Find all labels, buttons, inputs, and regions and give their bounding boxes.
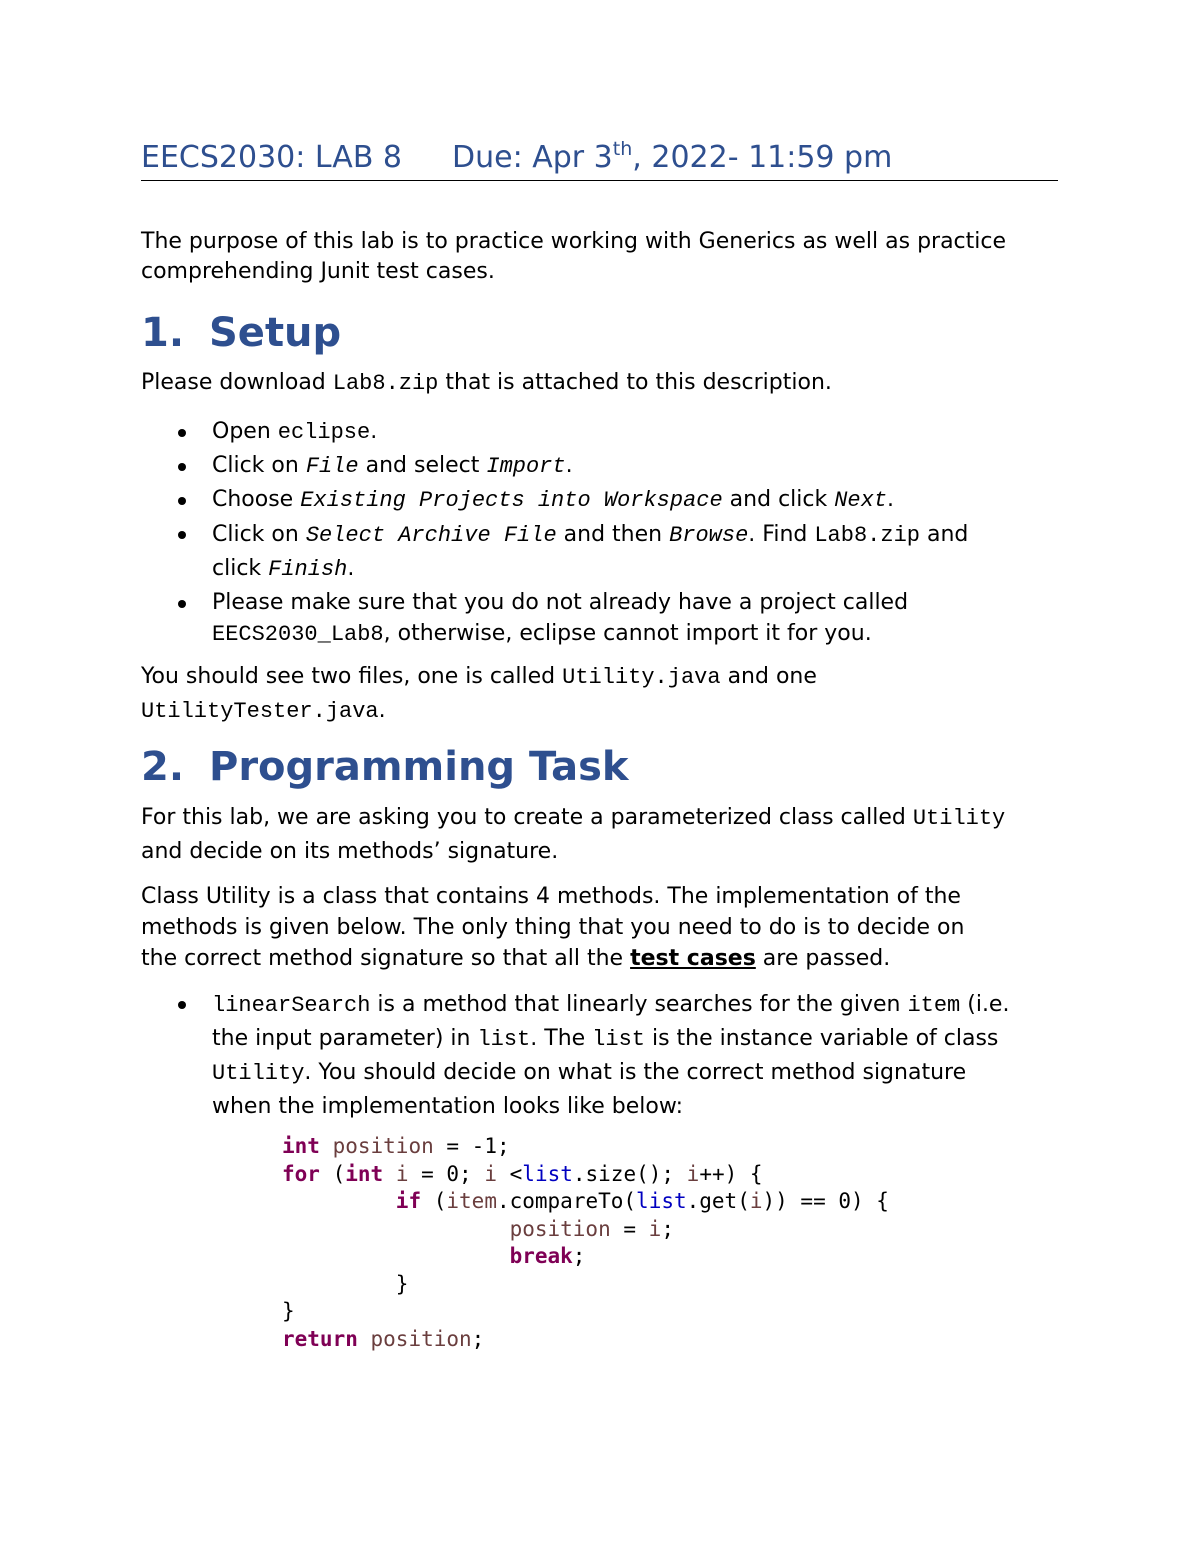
- download-filename: Lab8.zip: [332, 371, 439, 396]
- task-description-paragraph: Class Utility is a class that contains 4 methods. The implementation of the methods is given below. The only thing that you need to do is to decide on the correct method signature so that all the test cases are passed.: [141, 884, 965, 971]
- list-item: Choose Existing Projects into Workspace and click Next.: [141, 484, 1058, 517]
- list-item: Please make sure that you do not already have a project called EECS2030_Lab8, otherwise, eclipse cannot import it for you.: [141, 587, 1058, 650]
- due-date: Due: Apr 3th, 2022- 11:59 pm: [452, 138, 893, 175]
- test-cases-link[interactable]: test cases: [630, 946, 756, 971]
- download-instruction: Please download Lab8.zip that is attached to this description.: [141, 370, 832, 396]
- section-heading-programming-task: 2. Programming Task: [141, 744, 629, 790]
- intro-paragraph: The purpose of this lab is to practice working with Generics as well as practice comprehending Junit test cases.: [141, 229, 1007, 284]
- list-item: Click on Select Archive File and then Browse. Find Lab8.zip and click Finish.: [141, 518, 1058, 586]
- list-item: linearSearch is a method that linearly searches for the given item (i.e. the input parameter) in list. The list is the instance variable of class Utility. You should decide on what is the correct method signature when the implementation looks like below:: [141, 988, 1058, 1123]
- list-item: Click on File and select Import.: [141, 450, 1058, 483]
- methods-list: [141, 988, 1058, 1123]
- course-title: EECS2030: LAB 8: [141, 140, 403, 175]
- task-intro-paragraph: For this lab, we are asking you to create a parameterized class called Utility and decide on its methods’ signature.: [141, 805, 1006, 864]
- files-paragraph: You should see two files, one is called Utility.java and one UtilityTester.java.: [141, 664, 817, 724]
- setup-steps-list: [141, 416, 1058, 650]
- section-heading-setup: 1. Setup: [141, 310, 342, 356]
- list-item: Open eclipse.: [141, 416, 1058, 449]
- code-snippet: int position = -1; for (int i = 0; i <list.size(); i++) { if (item.compareTo(list.get(i)) == 0) { position = i; break; } } return position;: [282, 1134, 889, 1351]
- document-title: [141, 140, 1058, 181]
